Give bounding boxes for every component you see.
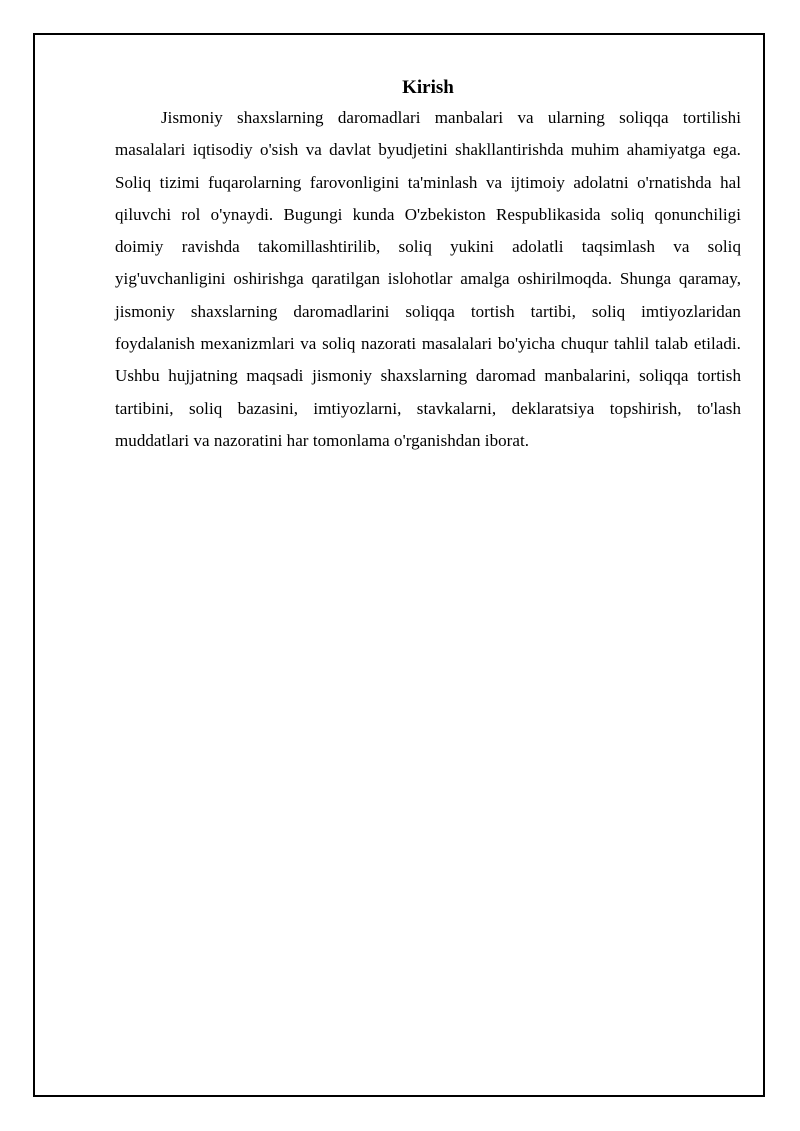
document-body [115,74,741,457]
intro-paragraph: Jismoniy shaxslarning daromadlari manbalari va ularning soliqqa tortilishi masalalari iqtisodiy o'sish va davlat byudjetini shakllantirishda muhim ahamiyatga ega. Soliq tizimi fuqarolarning farovonligini ta'minlash va ijtimoiy adolatni o'rnatishda hal qiluvchi rol o'ynaydi. Bugungi kunda O'zbekiston Respublikasida soliq qonunchiligi doimiy ravishda takomillashtirilib, soliq yukini adolatli taqsimlash va soliq yig'uvchanligini oshirishga qaratilgan islohotlar amalga oshirilmoqda. Shunga qaramay, jismoniy shaxslarning daromadlarini soliqqa tortish tartibi, soliq imtiyozlaridan foydalanish mexanizmlari va soliq nazorati masalalari bo'yicha chuqur tahlil talab etiladi. Ushbu hujjatning maqsadi jismoniy shaxslarning daromad manbalarini, soliqqa tortish tartibini, soliq bazasini, imtiyozlarni, stavkalarni, deklaratsiya topshirish, to'lash muddatlari va nazoratini har tomonlama o'rganishdan iborat. [115,108,741,450]
section-title: Kirish [402,77,454,98]
